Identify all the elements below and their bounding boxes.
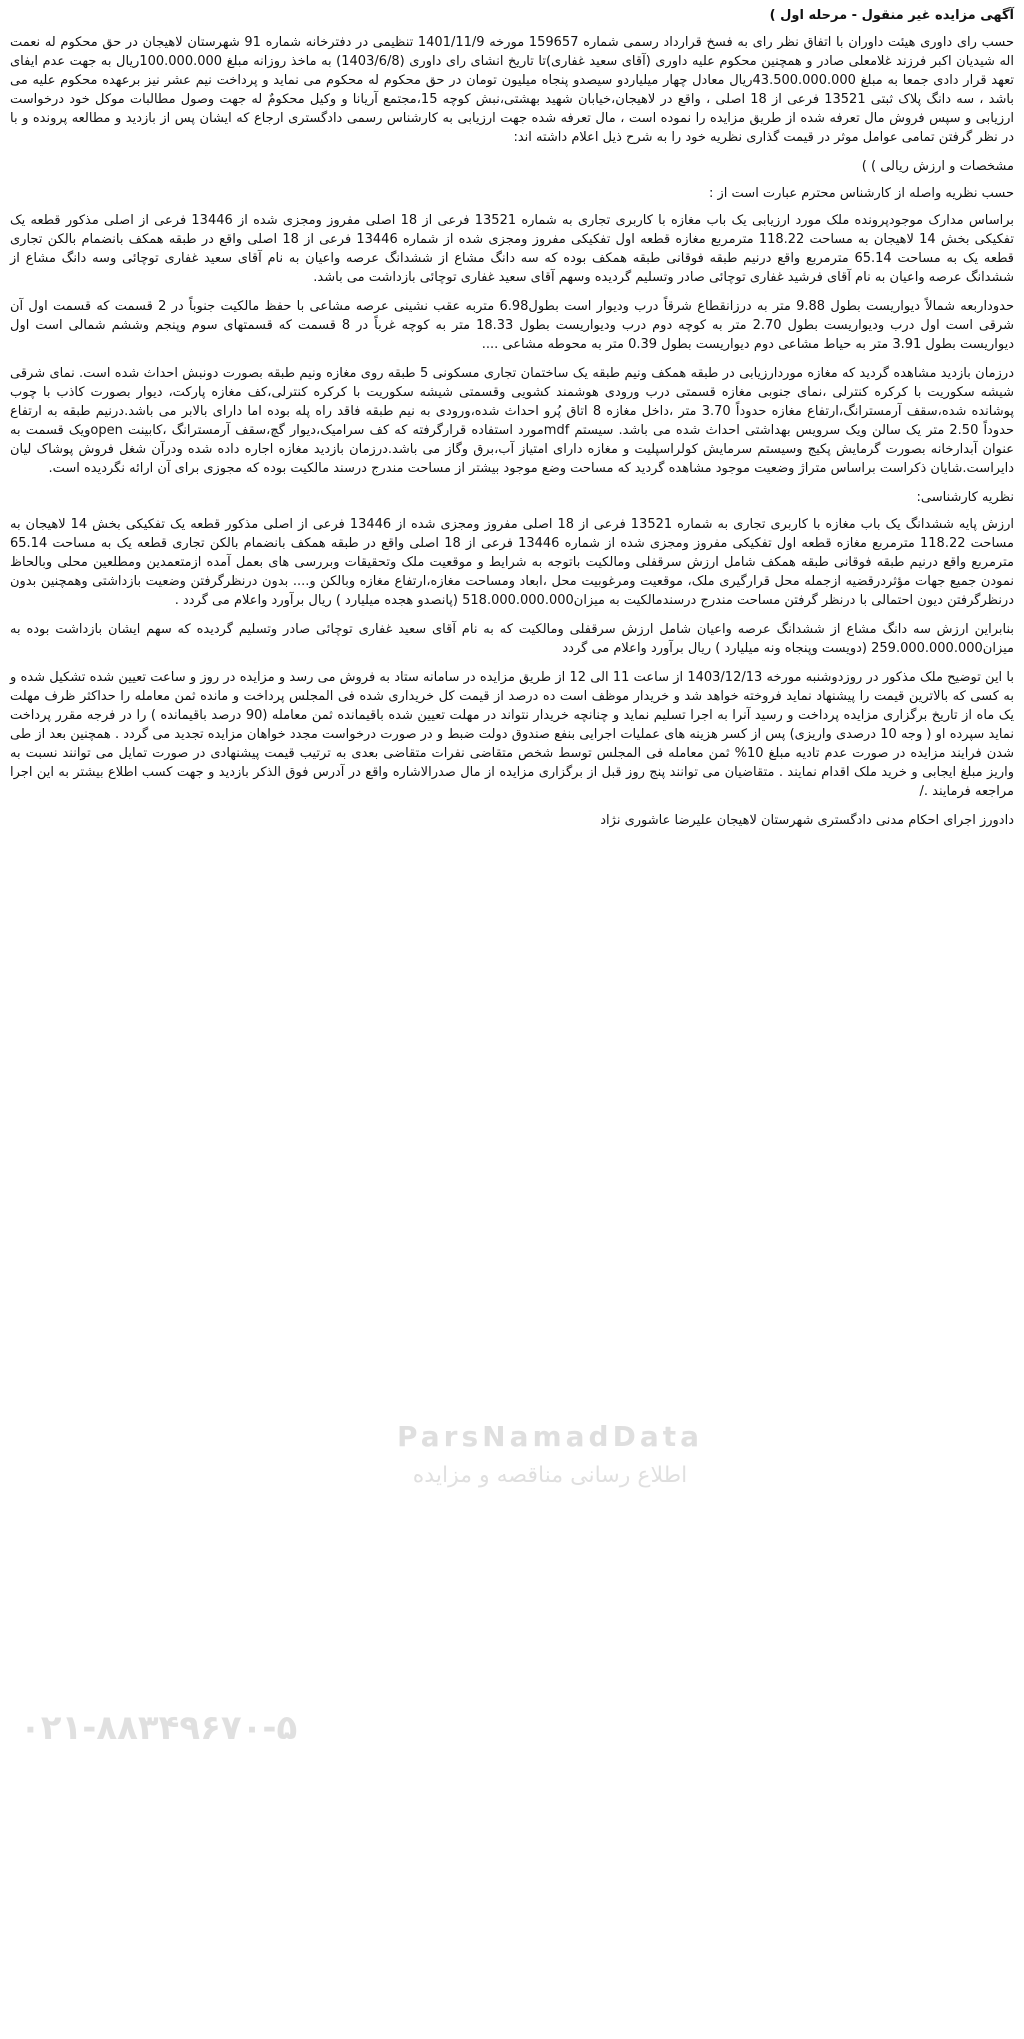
valuation-paragraph: ارزش پایه ششدانگ یک باب مغازه با کاربری تجاری به شماره 13521 فرعی از 18 اصلی مفروز ومجزی شده از 13446 فرعی از اصلی مذکور قطعه یک تفکیکی بخش 14 لاهیجان به مساحت 118.22 مترمربع مغازه قطعه اول تفکیکی مفروز ومجزی شده از شماره 13446 فرعی از 18 اصلی واقع در طبقه همکف بانضمام بالکن تجاری قطعه یک به مساحت 65.14 مترمربع واقع درنیم طبقه فوقانی طبقه همکف شامل ارزش سرقفلی ومالکیت باتوجه به شرایط و موقعیت ملک وتحقیقات وبررسی های بعمل آمده ازمتعمدین ومطلعین محلی وبالحاظ نمودن جمیع جهات مؤثردرقضیه ازجمله محل قرارگیری ملک، موقعیت ومرغوبیت محل ،ابعاد ومساحت مغازه،ارتفاع مغازه وبالکن و.... بدون درنظرگرفتن وضعیت بازداشتی وهمچنین بدون درنظرگرفتن دیون احتمالی با درنظر گرفتن مساحت مندرج درسندمالکیت به میزان518.000.000.000 (پانصدو هجده میلیارد ) ریال برآورد واعلام می گردد . — [10, 517, 1014, 608]
notice-title: آگهی مزایده غیر منقول - مرحله اول ) — [769, 8, 1014, 23]
expert-intro: حسب نظریه واصله از کارشناس محترم عبارت است از : — [709, 186, 1014, 201]
auction-terms-paragraph: با این توضیح ملک مذکور در روزدوشنبه مورخه 1403/12/13 از ساعت 11 الی 12 از طریق مزایده در سامانه ستاد به فروش می رسد و مزایده در روز و ساعت تعیین شده تشکیل شده و به کسی که بالاترین قیمت را پیشنهاد نماید فروخته خواهد شد و خریدار موظف است ده درصد از قیمت کل خریداری شده فی المجلس پرداخت و مانده ثمن معامله را حداکثر ظرف مهلت یک ماه از تاریخ برگزاری مزایده پرداخت و رسید آنرا به اجرا تسلیم نماید و چنانچه خریدار نتواند در مهلت تعیین شده باقیمانده ثمن معامله (90 درصد باقیمانده ) را در فرجه مقرر پرداخت نماید سپرده او ( وجه 10 درصدی واریزی) پس از کسر هزینه های عملیات اجرایی بنفع صندوق دولت ضبط و در صورت درخواست مجدد خواهان مزایده تجدید می گردد . همچنین بعد از طی شدن فرایند مزایده در صورت عدم تادیه مبلغ 10% ثمن معامله فی المجلس توسط شخص متقاضی نفرات متقاضی بعدی به ترتیب قیمت پیشنهادی در صورت تمایل می توانند نسبت به واریز مبلغ ایجابی و خرید ملک اقدام نمایند . متقاضیان می توانند پنج روز قبل از برگزاری مزایده از مال صدرالاشاره واقع در آدرس فوق الذکر بازدید و جهت کسب اطلاع بیشتر به این اجرا مراجعه فرمایند ./ — [10, 670, 1015, 799]
signature-line: دادورز اجرای احکام مدنی دادگستری شهرستان لاهیجان علیرضا عاشوری نژاد — [600, 813, 1014, 828]
watermark-phone: ۰۲۱-۸۸۳۴۹۶۷۰-۵ — [20, 1708, 298, 1748]
inspection-paragraph: درزمان بازدید مشاهده گردید که مغازه موردارزیابی در طبقه همکف ونیم طبقه یک ساختمان تجاری مسکونی 5 طبقه روی مغازه ونیم طبقه بصورت دونبش احداث شده است. نمای شرقی شیشه سکوریت با کرکره کنترلی ،نمای جنوبی مغازه قسمتی درب ورودی هوشمند کشویی وقسمتی شیشه سکوریت با کرکره کنترلی،کف مغازه پارکت، دیوار بصورت کاذب با چوب پوشانده شده،سقف آرمسترانگ،ارتفاع مغازه حدوداً 3.70 متر ،داخل مغازه 8 اتاق پُرو احداث شده،ورودی به نیم طبقه فاقد راه پله بوده اما دارای بالابر می باشد.درنیم طبقه به ارتفاع حدوداً 2.50 متر یک سالن ویک سرویس بهداشتی احداث شده می باشد. سیستم mdfمورد استفاده قرارگرفته که کف سرامیک،دیوار گچ،سقف آرمسترانگ ،کابینت openویک قسمت به عنوان آبدارخانه بصورت گرمایش پکیج وسیستم سرمایش کولراسپلیت و مغازه دارای امتیاز آب،برق وگاز می باشد.درزمان بازدید مغازه اجاره داده شده ودرآن شغل فروش پوشاک لیان دایراست.شایان ذکراست براساس متراژ وضعیت موجود مشاهده گردید که مساحت وضع موجود بیشتر از مساحت مندرج درسند مالکیت بوده که مجوزی برای آن ارائه نگردیده است. — [10, 366, 1014, 476]
expert-opinion-heading: نظریه کارشناسی: — [916, 490, 1014, 505]
watermark-brand: ParsNamadData — [397, 1420, 703, 1453]
boundaries-paragraph: حدوداربعه شمالاً دیواریست بطول 9.88 متر به درزانقطاع شرقاً درب ودیوار است بطول6.98 متربه عقب نشینی عرصه مشاعی با حفظ مالکیت جنوباً در 2 قسمت که قسمت اول آن شرقی است اول درب ودیواریست بطول 2.70 متر به کوچه دوم درب ودیواریست بطول 18.33 متر به کوچه غرباً در 8 قسمت که قسمتهای سوم وپنجم وششم شمالی است اول دیواریست بطول 3.91 متر به حیاط مشاعی دوم دیواریست بطول 0.39 متر به محوطه مشاعی .... — [10, 299, 1015, 352]
property-paragraph: براساس مدارک موجودپرونده ملک مورد ارزیابی یک باب مغازه با کاربری تجاری به شماره 13521 فرعی از 18 اصلی مفروز ومجزی شده از 13446 فرعی از اصلی مذکور قطعه یک تفکیکی بخش 14 لاهیجان به مساحت 118.22 مترمربع مغازه قطعه اول تفکیکی مفروز ومجزی شده از شماره 13446 فرعی از 18 اصلی واقع در طبقه همکف بانضمام بالکن تجاری قطعه یک به مساحت 65.14 مترمربع واقع درنیم طبقه فوقانی طبقه همکف بوده که سه دانگ مشاع از ششدانگ عرصه واعیان به نام آقای سعید غفاری توچائی وسه دانگ مشاع از ششدانگ عرصه واعیان به نام آقای فرشید غفاری توچائی صادر وتسلیم گردیده وسهم آقای سعید غفاری توچائی بازداشت می باشد. — [10, 213, 1014, 285]
intro-paragraph: حسب رای داوری هیئت داوران با اتفاق نظر رای به فسخ قرارداد رسمی شماره 159657 مورخه 1401/11/9 تنظیمی در دفترخانه شماره 91 شهرستان لاهیجان در حق محکوم له نعمت اله شیدیان اکبر فرزند غلامعلی صادر و همچنین محکوم علیه داوری (آقای سعید غفاری)تا تاریخ انشای رای داوری (1403/6/8) به ماخذ روزانه مبلغ 100.000.000ریال به جهت عدم ایفای تعهد قرار دادی جمعا به مبلغ 43.500.000.000ریال معادل چهار میلیاردو سیصدو پنجاه میلیون تومان در حق محکوم له محکوم می نماید و پرداخت نیم عشر نیز برعهده محکوم علیه می باشد ، سه دانگ پلاک ثبتی 13521 فرعی از 18 اصلی ، واقع در لاهیجان،خیابان شهید بهشتی،نبش کوچه 15،مجتمع آریانا و وکیل محکومٌ له جهت وصول مطالبات موکل خود درخواست ارزیابی و سپس فروش مال تعرفه شده از طریق مزایده را نموده است ، مال تعرفه شده جهت ارزیابی به کارشناس رسمی دادگستری ارجاع که ایشان پس از بازدید و مطالعه پرونده و با در نظر گرفتن تمامی عوامل موثر در قیمت گذاری نظریه خود را به شرح ذیل اعلام داشته اند: — [10, 35, 1015, 145]
share-value-paragraph: بنابراین ارزش سه دانگ مشاع از ششدانگ عرصه واعیان شامل ارزش سرقفلی ومالکیت که به نام آقای سعید غفاری توچائی صادر وتسلیم گردیده که سهم ایشان بازداشت بوده به میزان259.000.000.000 (دویست وپنجاه ونه میلیارد ) ریال برآورد واعلام می گردد — [10, 622, 1014, 656]
watermark-slogan: اطلاع رسانی مناقصه و مزایده — [412, 1463, 688, 1488]
specs-heading: مشخصات و ارزش ریالی ) ) — [861, 159, 1014, 174]
